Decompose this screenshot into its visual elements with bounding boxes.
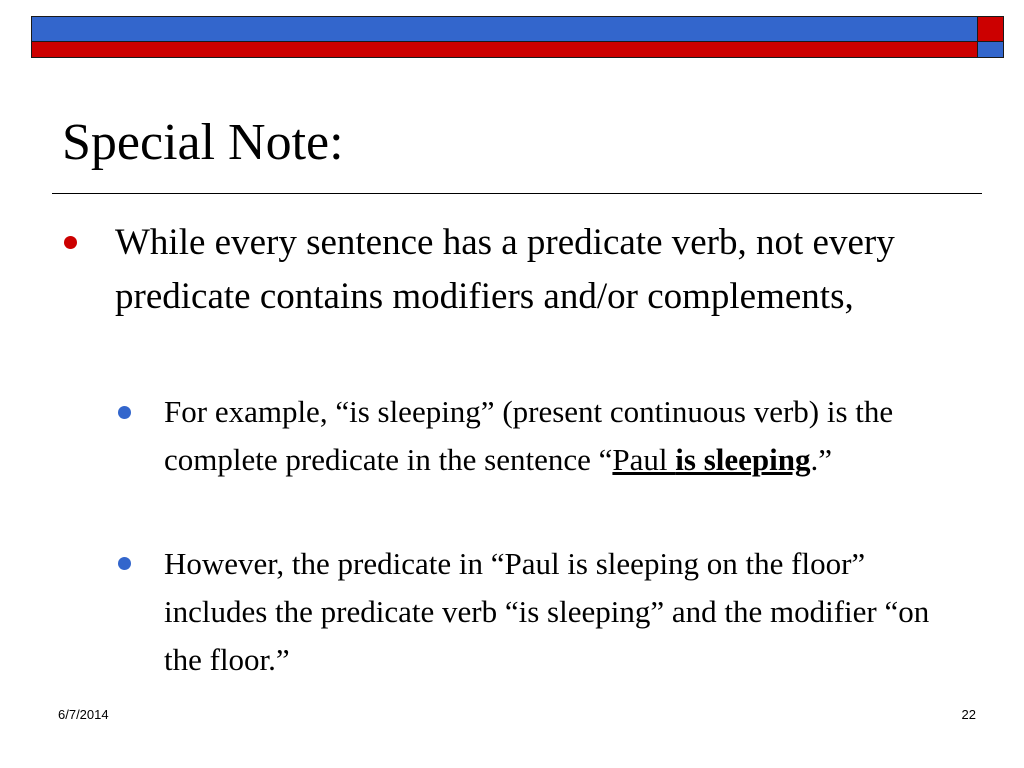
underlined-subject: Paul bbox=[612, 442, 676, 477]
header-blue-bar bbox=[31, 16, 978, 42]
slide-title: Special Note: bbox=[62, 114, 344, 171]
sub-bullet-dot-icon bbox=[118, 557, 131, 570]
header-red-bar bbox=[31, 41, 978, 58]
bullet-dot-icon bbox=[64, 236, 77, 249]
footer-date: 6/7/2014 bbox=[58, 707, 109, 722]
header-blue-square bbox=[977, 41, 1004, 58]
sub-bullet-example-text: For example, “is sleeping” (present continuous verb) is the complete predicate in the sentence “ bbox=[164, 394, 894, 477]
underlined-predicate: is sleeping bbox=[675, 442, 811, 477]
footer-page-number: 22 bbox=[961, 707, 976, 722]
bullet-main-text: While every sentence has a predicate verb, not every predicate contains modifiers and/or complements, bbox=[115, 222, 895, 317]
header-red-square bbox=[977, 16, 1004, 42]
sub-bullet-however: However, the predicate in “Paul is sleeping on the floor” includes the predicate verb “is sleeping” and the modifier “on the floor.” bbox=[164, 546, 930, 677]
sub-bullet-dot-icon bbox=[118, 406, 131, 419]
sub-bullet-example bbox=[164, 388, 964, 484]
title-divider bbox=[52, 193, 982, 194]
sub-bullet-example-end: .” bbox=[810, 442, 833, 477]
